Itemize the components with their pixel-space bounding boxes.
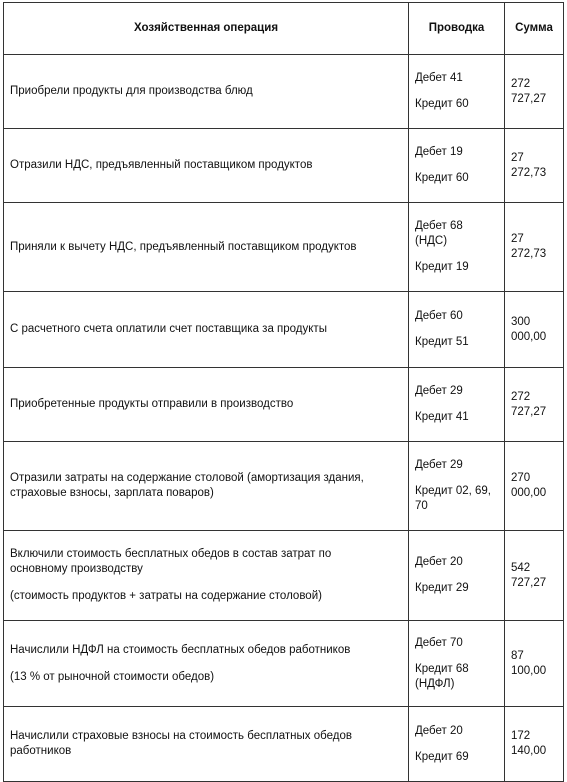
debit-entry: Дебет 68 — [415, 220, 463, 232]
credit-entry: Кредит 19 — [415, 261, 469, 273]
operation-cell — [4, 203, 409, 292]
operation-text: основному производству — [10, 563, 143, 575]
credit-entry: (НДФЛ) — [415, 677, 455, 690]
table-header-row — [4, 3, 564, 55]
posting-cell — [409, 203, 505, 292]
operation-note: (стоимость продуктов + затраты на содержание столовой) — [10, 590, 322, 602]
operation-cell — [4, 531, 409, 621]
debit-entry: Дебет 20 — [415, 556, 463, 568]
amount-value: 000,00 — [511, 487, 547, 499]
table-row — [4, 707, 564, 782]
operation-text: Приобрели продукты для производства блюд — [10, 85, 253, 97]
amount-value: 87 — [511, 649, 524, 662]
amount-value: 727,27 — [511, 92, 547, 105]
table-row — [4, 55, 564, 129]
posting-cell — [409, 129, 505, 203]
credit-entry: Кредит 51 — [415, 336, 469, 348]
table-row — [4, 292, 564, 368]
amount-cell — [505, 55, 564, 129]
table-row — [4, 442, 564, 531]
debit-entry: Дебет 20 — [415, 724, 463, 737]
table-row — [4, 531, 564, 621]
credit-entry: Кредит 69 — [415, 750, 469, 763]
table-row — [4, 368, 564, 442]
operation-cell — [4, 292, 409, 368]
operation-note: (13 % от рыночной стоимости обедов) — [10, 670, 215, 683]
amount-value: 272 — [511, 390, 531, 403]
operation-cell — [4, 707, 409, 782]
operation-cell — [4, 368, 409, 442]
amount-cell — [505, 368, 564, 442]
posting-cell — [409, 55, 505, 129]
amount-value: 27 — [511, 151, 524, 164]
amount-value: 272,73 — [511, 248, 547, 260]
debit-entry: Дебет 70 — [415, 636, 463, 649]
credit-entry: Кредит 29 — [415, 582, 469, 594]
operation-text: Отразили затраты на содержание столовой (амортизация здания, — [10, 472, 364, 484]
operation-cell — [4, 442, 409, 531]
amount-value: 542 — [511, 561, 531, 574]
amount-value: 172 — [511, 730, 531, 742]
credit-entry: 70 — [415, 500, 428, 512]
credit-entry: Кредит 60 — [415, 172, 469, 184]
operation-text: Приняли к вычету НДС, предъявленный поставщиком продуктов — [10, 240, 357, 253]
amount-value: 000,00 — [511, 330, 547, 343]
table-row — [4, 621, 564, 707]
amount-cell — [505, 531, 564, 621]
posting-cell — [409, 292, 505, 368]
operation-text: Отразили НДС, предъявленный поставщиком продуктов — [10, 159, 313, 171]
operation-text: Включили стоимость бесплатных обедов в состав затрат по — [10, 548, 332, 560]
credit-entry: Кредит 02, 69, — [415, 485, 492, 497]
operation-cell — [4, 621, 409, 707]
amount-value: 140,00 — [511, 745, 547, 757]
amount-value: 100,00 — [511, 664, 547, 677]
operation-text: Начислили страховые взносы на стоимость бесплатных обедов — [10, 730, 352, 742]
amount-value: 272 — [511, 77, 531, 90]
credit-entry: Кредит 60 — [415, 98, 469, 110]
amount-cell — [505, 442, 564, 531]
debit-entry: Дебет 41 — [415, 72, 463, 84]
amount-value: 727,27 — [511, 576, 547, 589]
amount-cell — [505, 292, 564, 368]
amount-cell — [505, 129, 564, 203]
amount-cell — [505, 707, 564, 782]
table-row — [4, 129, 564, 203]
journal-entries-table — [3, 2, 564, 782]
posting-cell — [409, 368, 505, 442]
amount-value: 300 — [511, 315, 531, 328]
operation-cell — [4, 129, 409, 203]
operation-text: работников — [10, 745, 72, 757]
operation-text: С расчетного счета оплатили счет поставщика за продукты — [10, 323, 327, 335]
operation-text: страховые взносы, зарплата поваров) — [10, 487, 214, 499]
header-posting: Проводка — [409, 3, 505, 55]
operation-text: Приобретенные продукты отправили в производство — [10, 398, 294, 410]
amount-cell — [505, 203, 564, 292]
header-operation: Хозяйственная операция — [4, 3, 409, 55]
operation-cell — [4, 55, 409, 129]
amount-cell — [505, 621, 564, 707]
amount-value: 727,27 — [511, 405, 547, 418]
debit-entry: Дебет 60 — [415, 310, 463, 322]
amount-value: 27 — [511, 233, 524, 245]
operation-text: Начислили НДФЛ на стоимость бесплатных обедов работников — [10, 643, 351, 656]
debit-entry: Дебет 29 — [415, 459, 463, 471]
posting-cell — [409, 707, 505, 782]
posting-cell — [409, 621, 505, 707]
credit-entry: Кредит 41 — [415, 411, 469, 423]
table-row — [4, 203, 564, 292]
debit-entry: (НДС) — [415, 235, 448, 247]
credit-entry: Кредит 68 — [415, 662, 469, 675]
header-amount: Сумма — [505, 3, 564, 55]
debit-entry: Дебет 29 — [415, 385, 463, 397]
amount-value: 270 — [511, 472, 531, 484]
posting-cell — [409, 531, 505, 621]
amount-value: 272,73 — [511, 166, 547, 179]
debit-entry: Дебет 19 — [415, 146, 463, 158]
posting-cell — [409, 442, 505, 531]
